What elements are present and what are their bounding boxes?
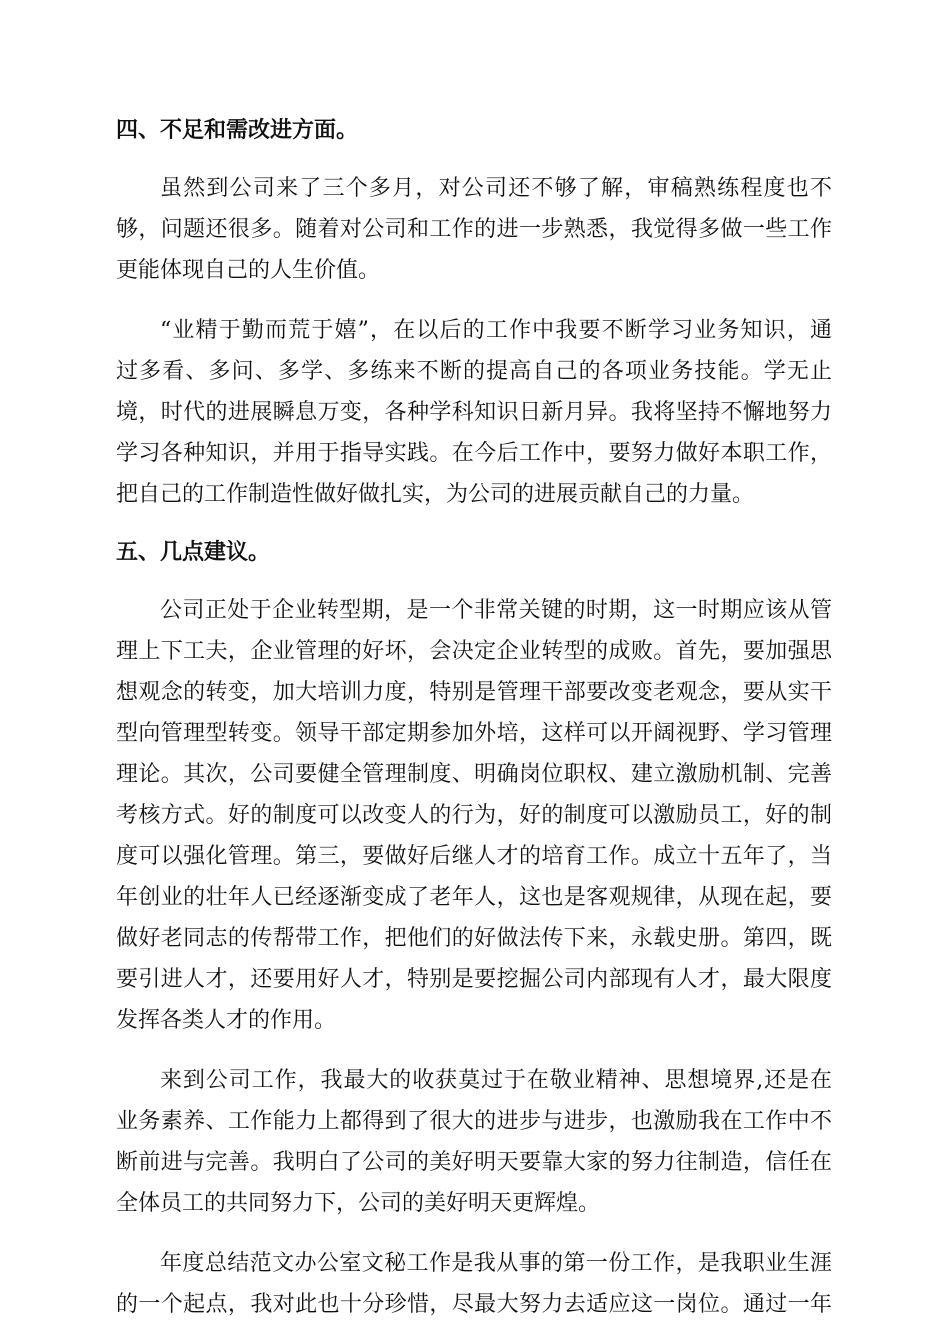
- text-line: 公司正处于企业转型期，是一个非常关键的时期，这一时期应该从管: [160, 598, 832, 623]
- text-line: 想观念的转变，加大培训力度，特别是管理干部要改变老观念，要从实干: [116, 680, 832, 705]
- text-line: 做好老同志的传帮带工作，把他们的好做法传下来，永载史册。第四，既: [116, 926, 832, 951]
- text-line: 发挥各类人才的作用。: [116, 1008, 337, 1033]
- paragraph: [116, 1060, 832, 1224]
- text-line: 年创业的壮年人已经逐渐变成了老年人，这也是客观规律，从现在起，要: [116, 885, 832, 910]
- text-line: 的一个起点，我对此也十分珍惜，尽最大努力去适应这一岗位。通过一年: [116, 1292, 832, 1317]
- section-heading: 五、几点建议。: [116, 539, 271, 565]
- text-line: 考核方式。好的制度可以改变人的行为，好的制度可以激励员工，好的制: [116, 803, 832, 828]
- text-line: 把自己的工作制造性做好做扎实，为公司的进展贡献自己的力量。: [116, 482, 755, 507]
- text-line: 虽然到公司来了三个多月，对公司还不够了解，审稿熟练程度也不: [160, 176, 832, 201]
- paragraph: [116, 590, 832, 1041]
- paragraph: [116, 1243, 832, 1325]
- section-heading: 四、不足和需改进方面。: [116, 117, 359, 143]
- text-line: 型向管理型转变。领导干部定期参加外培，这样可以开阔视野、学习管理: [116, 721, 832, 746]
- text-line: 业务素养、工作能力上都得到了很大的进步与进步，也激励我在工作中不: [116, 1109, 832, 1134]
- text-line: 年度总结范文办公室文秘工作是我从事的第一份工作，是我职业生涯: [160, 1251, 832, 1276]
- text-line: 理上下工夫，企业管理的好坏，会决定企业转型的成败。首先，要加强思: [116, 639, 832, 664]
- text-line: “业精于勤而荒于嬉”，在以后的工作中我要不断学习业务知识，通: [160, 318, 832, 343]
- paragraph: [116, 168, 832, 291]
- paragraph: [116, 310, 832, 515]
- document-page: [116, 112, 832, 1344]
- text-line: 要引进人才，还要用好人才，特别是要挖掘公司内部现有人才，最大限度: [116, 967, 832, 992]
- text-line: 更能体现自己的人生价值。: [116, 258, 381, 283]
- text-line: 过多看、多问、多学、多练来不断的提高自己的各项业务技能。学无止: [116, 359, 832, 384]
- text-line: 够，问题还很多。随着对公司和工作的进一步熟悉，我觉得多做一些工作: [116, 217, 832, 242]
- text-line: 境，时代的进展瞬息万变，各种学科知识日新月异。我将坚持不懈地努力: [116, 400, 832, 425]
- text-line: 全体员工的共同努力下，公司的美好明天更辉煌。: [116, 1191, 601, 1216]
- text-line: 来到公司工作，我最大的收获莫过于在敬业精神、思想境界,还是在: [160, 1068, 832, 1093]
- text-line: 学习各种知识，并用于指导实践。在今后工作中，要努力做好本职工作，: [116, 441, 832, 466]
- text-line: 断前进与完善。我明白了公司的美好明天要靠大家的努力往制造，信任在: [116, 1150, 832, 1175]
- text-line: 理论。其次，公司要健全管理制度、明确岗位职权、建立激励机制、完善: [116, 762, 832, 787]
- text-line: 度可以强化管理。第三，要做好后继人才的培育工作。成立十五年了，当: [116, 844, 832, 869]
